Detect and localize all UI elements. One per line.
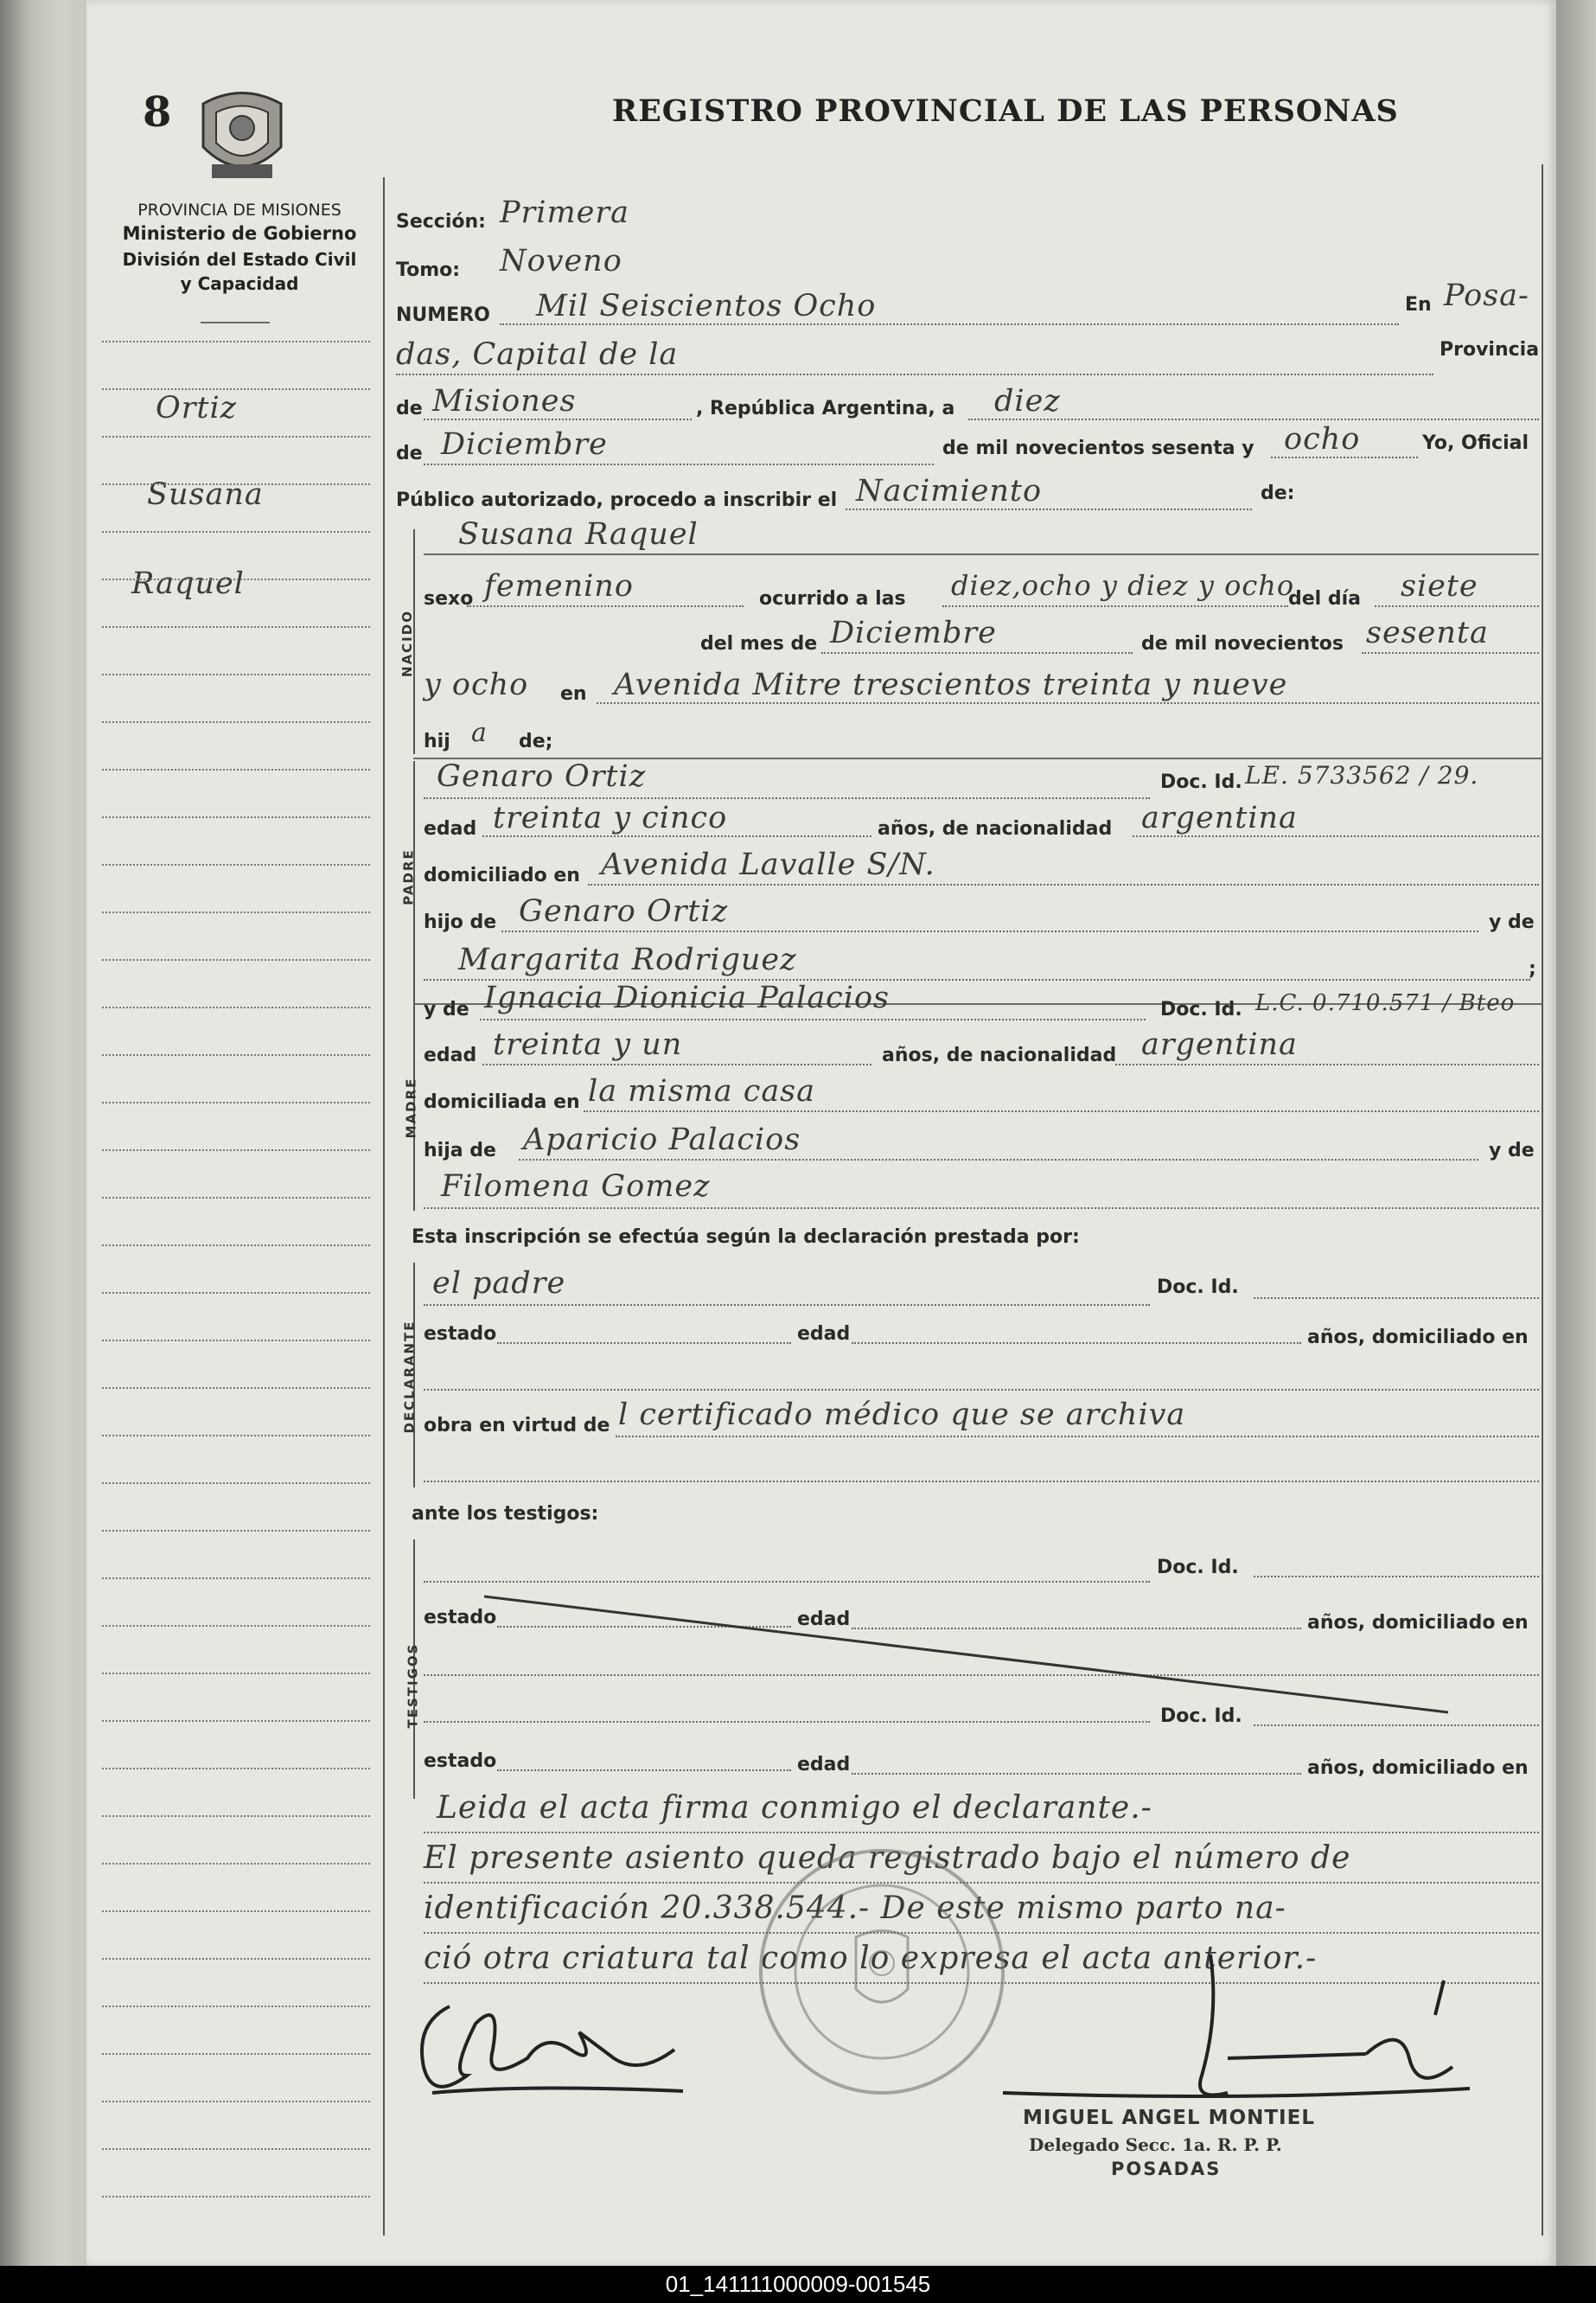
birth-place: Avenida Mitre trescientos treinta y nueve [614,668,1288,702]
official-city-stamp: POSADAS [1111,2159,1222,2179]
testigo2-edad-label: edad [797,1754,851,1775]
madre-side-label: MADRE [403,1077,419,1139]
republica-label: , República Argentina, a [696,398,955,419]
division-label: División del Estado Civil [122,249,357,270]
cancel-diagonal [484,1591,1452,1721]
dia-value: siete [1401,569,1478,604]
declarante-name: el padre [432,1266,566,1301]
father-nac: argentina [1141,801,1298,835]
anio2-value: y ocho [424,668,529,702]
father-edad-label: edad [424,818,477,840]
mil-label: de mil novecientos sesenta y [942,438,1254,459]
line3-de-label: de [396,398,423,419]
testigo2-doc-label: Doc. Id. [1160,1705,1242,1727]
margin-ruled-line [102,1197,370,1199]
declarante-estado-line [497,1342,791,1344]
closing-text-4: ció otra criatura tal como lo expresa el acta anterior.- [424,1941,1318,1976]
numero-label: NUMERO [396,304,490,326]
father-name-line [424,797,1150,799]
margin-ruled-line [102,483,370,485]
margin-ruled-line [102,626,370,628]
official-name-stamp: MIGUEL ANGEL MONTIEL [1023,2107,1315,2129]
mil-nov-label: de mil novecientos [1141,633,1344,655]
mother-y-de2: y de [1489,1140,1535,1161]
testigos-label: ante los testigos: [412,1503,599,1525]
declarante-estado-label: estado [424,1323,497,1345]
testigo1-name-line [424,1581,1150,1583]
mes-value: Diciembre [830,616,997,650]
margin-ruled-line [102,1625,370,1627]
mother-dom: la misma casa [588,1074,816,1109]
sexo-line [467,605,744,607]
page-number: 8 [143,88,172,137]
official-signature [986,1946,1504,2119]
margin-surname: Ortiz [156,391,238,425]
testigo1-doc-label: Doc. Id. [1157,1557,1239,1578]
margin-ruled-line [102,674,370,675]
mother-hija-label: hija de [424,1140,496,1161]
ministry-label: Ministerio de Gobierno [122,223,357,244]
obra-value: l certificado médico que se archiva [618,1398,1186,1432]
mother-name: Ignacia Dionicia Palacios [484,981,891,1015]
margin-ruled-line [102,769,370,771]
mother-father: Aparicio Palacios [523,1123,801,1157]
father-hijo-label: hijo de [424,912,497,933]
declarant-signature [398,1972,709,2110]
testigo1-estado-label: estado [424,1607,497,1628]
official-seal-icon [752,1842,1012,2101]
father-doc-label: Doc. Id. [1160,771,1242,793]
mother-nac-line [1115,1064,1539,1065]
mother-dom-line [584,1110,1539,1112]
hij-suffix: a [471,718,488,748]
father-edad: treinta y cinco [493,801,728,835]
margin-ruled-line [102,1673,370,1674]
father-edad-line [482,835,871,837]
margin-ruled-line [102,1482,370,1484]
testigo2-doc-line [1254,1724,1539,1726]
father-dom-line [588,884,1539,886]
mother-nac-label: años, de nacionalidad [882,1045,1117,1066]
margin-ruled-line [102,1387,370,1389]
city-value: das, Capital de la [396,337,679,372]
margin-ruled-line [102,1863,370,1865]
father-mother: Margarita Rodriguez [458,943,797,977]
declarante-side-label: DECLARANTE [401,1320,418,1434]
capacity-label: y Capacidad [180,273,299,294]
section-label: Sección: [396,211,486,233]
obra-line [616,1436,1539,1437]
nacido-side-label: NACIDO [399,610,415,677]
semicolon: ; [1529,958,1536,980]
testigo2-name-line [424,1721,1150,1723]
mother-mother-line [424,1207,1539,1209]
section-value: Primera [500,195,629,230]
father-dom-label: domiciliado en [424,865,580,886]
sexo-value: femenino [484,569,634,604]
margin-ruled-line [102,1102,370,1104]
father-dom: Avenida Lavalle S/N. [601,848,935,882]
mother-doc: L.C. 0.710.571 / Bteo [1255,990,1516,1016]
closing-text-3: identificación 20.338.544.- De este mismo parto na- [424,1890,1286,1926]
margin-ruled-line [102,1435,370,1436]
sexo-label: sexo [424,588,474,610]
year-line [1271,457,1418,458]
margin-ruled-line [102,959,370,961]
coat-of-arms-icon [195,86,290,189]
declarante-doc-label: Doc. Id. [1157,1276,1239,1298]
padre-side-label: PADRE [400,848,417,905]
declarante-edad-label: edad [797,1323,851,1345]
name-line [424,553,1539,555]
child-name: Susana Raquel [458,517,699,552]
margin-ruled-line [102,816,370,818]
margin-ruled-line [102,579,370,580]
numero-line [500,323,1399,325]
margin-ruled-line [102,2006,370,2007]
mother-edad-label: edad [424,1045,477,1066]
tomo-value: Noveno [500,244,622,278]
mes-line [821,652,1133,654]
de-semicolon: de; [519,731,553,752]
testigo2-anios-label: años, domiciliado en [1307,1757,1529,1779]
closing-text-1: Leida el acta firma conmigo el declarante.- [437,1790,1152,1826]
acta-type-line [846,509,1252,510]
testigo2-estado-label: estado [424,1750,497,1772]
en-value: Posa- [1444,278,1529,313]
yo-label: Yo, Oficial [1422,432,1529,454]
mother-edad-line [482,1064,871,1065]
mother-y-de: y de [424,999,469,1020]
declarante-edad-line [852,1342,1301,1344]
province-label: PROVINCIA DE MISIONES [137,201,342,220]
mother-doc-label: Doc. Id. [1160,999,1242,1020]
father-name: Genaro Ortiz [437,759,647,794]
official-role-stamp: Delegado Secc. 1a. R. P. P. [1029,2134,1282,2155]
declarante-anios-label: años, domiciliado en [1307,1327,1529,1348]
book-binding [0,0,86,2266]
day-value: diez [994,384,1061,419]
line4-de-label: de [396,443,423,464]
margin-ruled-line [102,721,370,723]
image-id-footer: 01_141111000009-001545 [0,2266,1596,2303]
father-nac-line [1133,835,1539,837]
margin-ruled-line [102,1720,370,1722]
margin-ruled-line [102,2101,370,2102]
margin-ruled-line [102,388,370,390]
margin-ruled-line [102,1149,370,1151]
testigos-side-label: TESTIGOS [405,1642,421,1729]
testigo2-estado-line [497,1769,791,1771]
place-line [597,702,1539,704]
closing-line-1 [424,1832,1539,1833]
header-rule [201,322,270,323]
anio-line [1362,652,1539,654]
anio-value: sesenta [1366,616,1489,650]
en-place-label: en [560,683,587,705]
page-edge [1556,0,1596,2266]
declarante-dom-line [424,1389,1539,1391]
hij-label: hij [424,731,450,752]
margin-first-name: Susana [147,477,264,512]
month-line [424,464,934,465]
mother-dom-label: domiciliada en [424,1091,580,1113]
province-value: Misiones [432,384,577,419]
margin-ruled-line [102,1244,370,1246]
father-y-de: y de [1489,912,1535,933]
margin-ruled-line [102,2053,370,2055]
year-word: ocho [1284,422,1361,457]
day-line [968,419,1539,420]
margin-ruled-line [102,1768,370,1769]
father-nac-label: años, de nacionalidad [878,818,1113,840]
publico-label: Público autorizado, procedo a inscribir el [396,489,838,511]
provincia-label: Provincia [1440,339,1540,361]
mother-mother: Filomena Gomez [441,1169,711,1204]
mother-parent-line [519,1159,1478,1161]
margin-ruled-line [102,2196,370,2197]
obra-line2 [424,1481,1539,1482]
margin-ruled-line [102,1530,370,1532]
margin-ruled-line [102,1007,370,1008]
margin-ruled-line [102,2148,370,2150]
numero-value: Mil Seiscientos Ocho [536,289,877,323]
month-value: Diciembre [441,427,608,462]
margin-ruled-line [102,1958,370,1960]
declarante-name-line [424,1304,1150,1306]
tomo-label: Tomo: [396,259,461,281]
line2-line [396,374,1433,375]
hora-value: diez,ocho y diez y ocho [951,569,1295,602]
right-border [1542,164,1543,2236]
ocurrido-label: ocurrido a las [759,588,906,610]
margin-second-name: Raquel [131,566,245,601]
margin-ruled-line [102,1292,370,1294]
de-colon-label: de: [1261,483,1295,504]
acta-type: Nacimiento [856,474,1043,509]
father-father: Genaro Ortiz [519,894,729,929]
obra-label: obra en virtud de [424,1415,610,1436]
margin-ruled-line [102,1815,370,1817]
mother-name-line [480,1019,1146,1020]
mother-edad: treinta y un [493,1027,683,1062]
margin-ruled-line [102,1577,370,1579]
father-parent-line [501,931,1478,932]
margin-ruled-line [102,436,370,438]
page-title: REGISTRO PROVINCIAL DE LAS PERSONAS [612,93,1399,129]
closing-text-2: El presente asiento queda registrado bajo el número de [424,1840,1351,1876]
dia-line [1375,605,1539,607]
testigo2-edad-line [852,1773,1301,1775]
hora-line [942,605,1288,607]
mes-label: del mes de [700,633,818,655]
margin-ruled-line [102,1340,370,1341]
margin-ruled-line [102,531,370,533]
declarante-doc-line [1254,1297,1539,1299]
margin-border [383,177,385,2236]
mother-nac: argentina [1141,1027,1298,1062]
en-label: En [1405,294,1432,316]
margin-ruled-line [102,1910,370,1912]
father-doc: LE. 5733562 / 29. [1245,761,1479,790]
margin-ruled-line [102,912,370,913]
testigo1-anios-label: años, domiciliado en [1307,1612,1529,1634]
margin-ruled-line [102,864,370,866]
dia-label: del día [1288,588,1362,610]
inscripcion-label: Esta inscripción se efectúa según la declaración prestada por: [412,1226,1080,1248]
testigo1-doc-line [1254,1576,1539,1577]
line3-line [424,419,692,420]
margin-ruled-line [102,1054,370,1056]
testigo1-edad-label: edad [797,1609,851,1630]
margin-ruled-line [102,341,370,342]
